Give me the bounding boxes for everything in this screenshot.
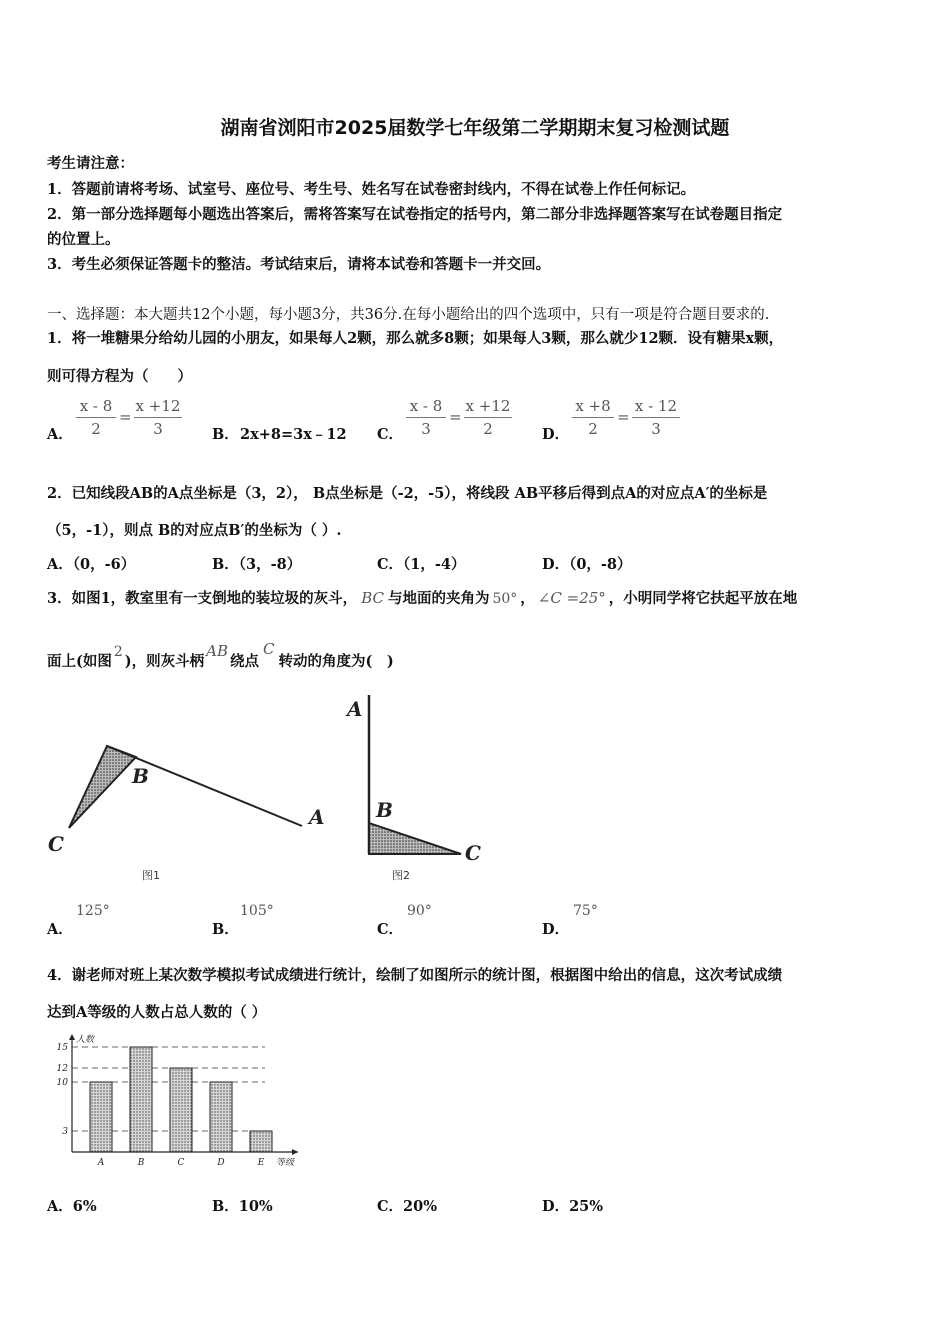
q1-a-left-fraction: x - 8 2 [76,396,116,439]
q3-stem-cont: 面上(如图2)，则灰斗柄AB绕点C转动的角度为( ) [47,640,394,670]
q4-option-a[interactable]: A．6% [47,1198,97,1215]
fig2-caption: 图2 [392,869,410,882]
q1-stem-cont: 则可得方程为（ ） [47,368,192,385]
bar-E [250,1131,272,1152]
q1-d-right-fraction: x - 12 3 [632,396,680,439]
x-axis-label: 等级 [276,1158,295,1168]
notice-item-2-cont: 的位置上。 [47,231,120,248]
x-tick-label-C: C [177,1158,185,1168]
q1-option-a-label: A． [47,426,73,443]
q2-stem-cont: （5，-1），则点 B的对应点B′的坐标为（ ）. [47,522,342,539]
y-axis-label: 人数 [76,1035,95,1045]
dustpan-body-1 [69,746,136,828]
bar-A [90,1082,112,1152]
x-tick-label-A: A [97,1158,105,1168]
fig2-label-b: B [376,798,393,822]
q4-option-b[interactable]: B．10% [212,1198,273,1215]
q2-option-d[interactable]: D．（0，-8） [542,556,632,573]
notice-item-3: 3．考生必须保证答题卡的整洁。考试结束后，请将本试卷和答题卡一并交回。 [47,256,551,273]
x-tick-label-B: B [137,1158,145,1168]
q4-stem: 4．谢老师对班上某次数学模拟考试成绩进行统计，绘制了如图所示的统计图，根据图中给出的信息，这次考试成绩 [47,967,783,984]
x-tick-label-E: E [257,1158,265,1168]
q1-c-left-fraction: x - 8 3 [406,396,446,439]
q2-option-a[interactable]: A．（0，-6） [47,556,136,573]
fig1-caption: 图1 [142,869,160,882]
y-tick-label-12: 12 [56,1064,68,1074]
dustpan-body-2 [369,823,461,854]
fig1-label-b: B [132,764,149,788]
notice-heading: 考生请注意： [47,155,134,172]
y-tick-label-3: 3 [62,1127,68,1137]
fig2-label-c: C [465,841,481,865]
section-heading: 一、选择题：本大题共12个小题，每小题3分，共36分.在每小题给出的四个选项中，只有一项是符合题目要求的. [47,307,770,323]
x-tick-label-D: D [217,1158,225,1168]
figure-2 [360,690,480,865]
bar-C [170,1068,192,1152]
q2-stem: 2．已知线段AB的A点坐标是（3，2）， B点坐标是（-2，-5），将线段 AB平移后得到点A的对应点A′的坐标是 [47,485,768,502]
q1-option-b-text: 2x+8=3x﹣12 [240,426,347,443]
bar-D [210,1082,232,1152]
notice-item-1: 1．答题前请将考场、试室号、座位号、考生号、姓名写在试卷密封线内，不得在试卷上作任何标记。 [47,181,696,198]
fig1-label-c: C [48,832,64,856]
q2-option-b[interactable]: B．（3，-8） [212,556,302,573]
page-title: 湖南省浏阳市2025届数学七年级第二学期期末复习检测试题 [220,117,730,139]
notice-item-2: 2．第一部分选择题每小题选出答案后，需将答案写在试卷指定的括号内，第二部分非选择题答案写在试卷题目指定 [47,206,783,223]
q1-stem: 1．将一堆糖果分给幼儿园的小朋友，如果每人2颗，那么就多8颗；如果每人3颗，那么就少12颗．设有糖果x颗， [47,330,784,347]
bar-chart [40,1030,310,1175]
q2-option-c[interactable]: C．（1，-4） [377,556,466,573]
q1-a-right-fraction: x +12 3 [135,397,181,438]
y-axis-arrow [69,1034,75,1040]
fig2-label-a: A [347,697,363,721]
q4-stem-cont: 达到A等级的人数占总人数的（ ） [47,1004,267,1021]
x-axis-arrow [292,1149,298,1155]
figure-1 [40,735,340,890]
y-tick-label-15: 15 [56,1043,68,1053]
bar-B [130,1047,152,1152]
q1-c-right-fraction: x +12 2 [465,397,511,438]
q4-option-c[interactable]: C．20% [377,1198,437,1215]
q1-option-c-label: C． [377,426,404,443]
fig1-label-a: A [309,805,325,829]
q4-option-d[interactable]: D．25% [542,1198,604,1215]
y-tick-label-10: 10 [56,1078,68,1088]
q1-option-d-label: D． [542,426,570,443]
q3-stem: 3．如图1，教室里有一支倒地的装垃圾的灰斗， BC 与地面的夹角为 50° ， ∠C =25° ，小明同学将它扶起平放在地 [47,589,798,607]
q1-option-b-label: B． [212,426,239,443]
q1-d-left-fraction: x +8 2 [572,396,614,439]
